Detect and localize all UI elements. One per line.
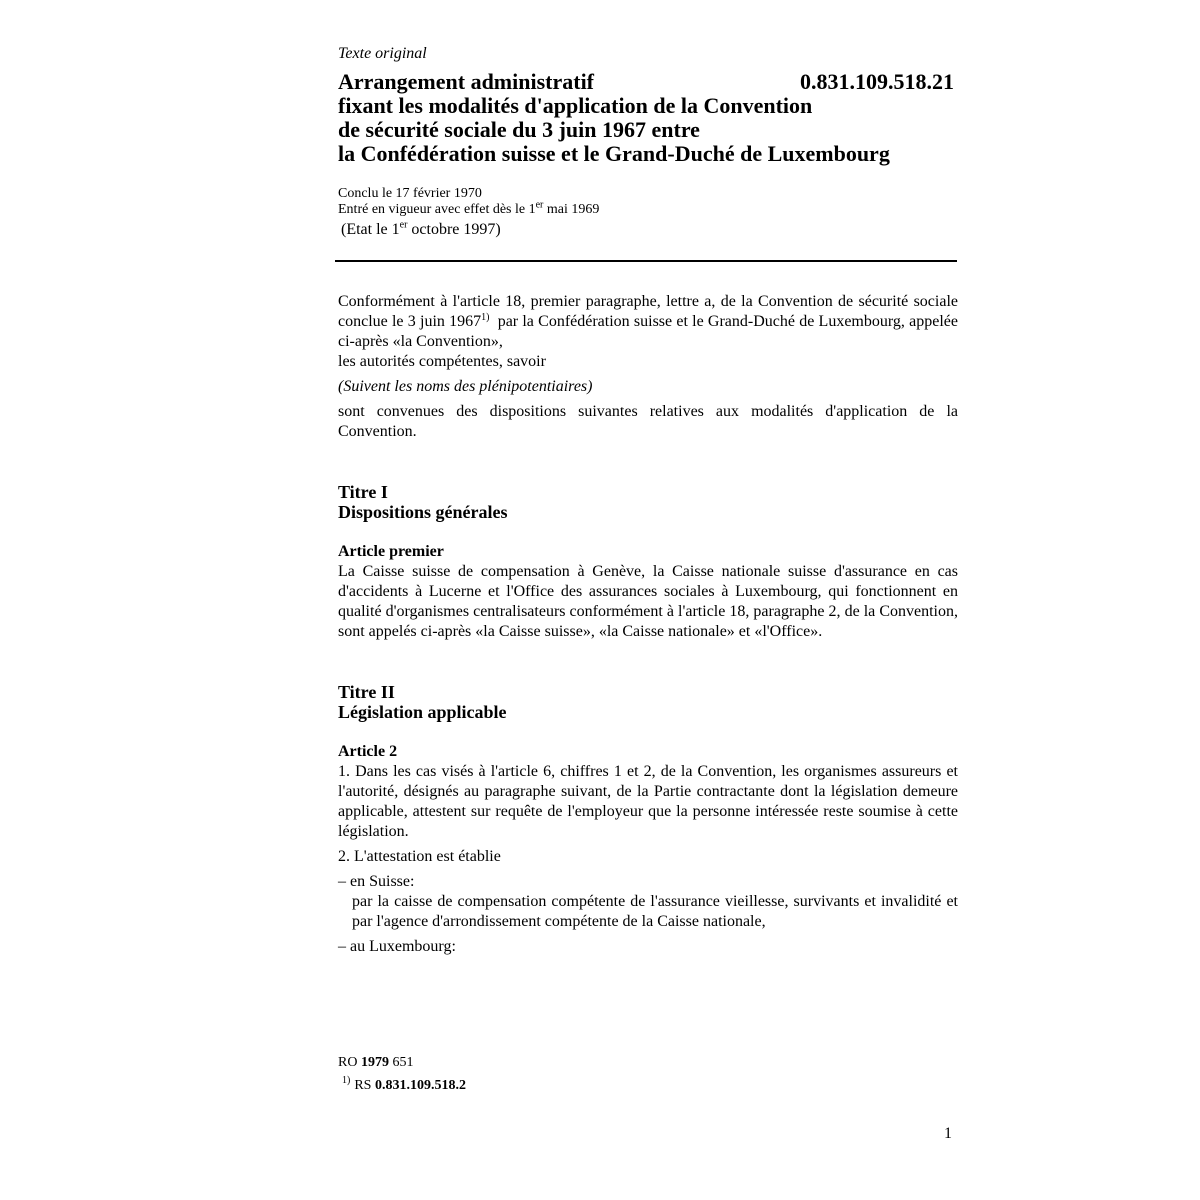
- concluded-date: Conclu le 17 février 1970: [338, 186, 482, 201]
- article-1-title: Article premier: [338, 543, 444, 560]
- footnote-ref[interactable]: 1): [481, 311, 490, 323]
- title-line: Arrangement administratif: [338, 69, 595, 94]
- title-line: de sécurité sociale du 3 juin 1967 entre: [338, 117, 700, 142]
- list-item: – au Luxembourg:: [338, 938, 456, 955]
- article-2-paragraph-2: 2. L'attestation est établie: [338, 848, 501, 865]
- preamble-authorities: les autorités compétentes, savoir: [338, 353, 546, 370]
- rs-number: 0.831.109.518.21: [800, 69, 954, 94]
- document-page: [338, 44, 958, 957]
- title-block: [338, 70, 958, 166]
- footnote: $^{1)}$ RS 0.831.109.518.2: [342, 1075, 466, 1093]
- preamble-paragraph: Conformément à l'article 18, premier paragraphe, lettre a, de la Convention de sécurité sociale conclue le 3 juin 1967$^{1)}$ par la Confédération suisse et le Grand-Duché de Luxembourg, appelée ci-après «la Convention»,: [338, 293, 959, 350]
- titre-2-heading: Titre II Législation applicable: [338, 682, 507, 722]
- page-number: 1: [944, 1125, 952, 1142]
- article-2-paragraph-1: 1. Dans les cas visés à l'article 6, chiffres 1 et 2, de la Convention, les organismes assureurs et l'autorité, désignés au paragraphe suivant, de la Partie contractante dont la législation demeure applicable, attestent sur requête de l'employeur que la personne intéressée reste soumise à cette législation.: [338, 763, 958, 840]
- article-2-title: Article 2: [338, 743, 398, 760]
- preamble-agreement: sont convenues des dispositions suivantes relatives aux modalités d'application de la Convention.: [338, 403, 958, 440]
- header-divider: [335, 260, 957, 262]
- titre-1-heading: Titre I Dispositions générales: [338, 482, 508, 522]
- status-date: (Etat le 1er octobre 1997): [341, 219, 501, 238]
- title-line: fixant les modalités d'application de la Convention: [338, 93, 813, 118]
- list-item: – en Suisse: par la caisse de compensation compétente de l'assurance vieillesse, survivants et invalidité et par l'agence d'arrondissement compétente de la Caisse nationale,: [338, 873, 958, 930]
- original-text-label: Texte original: [338, 45, 427, 62]
- article-1-text: La Caisse suisse de compensation à Genève, la Caisse nationale suisse d'assurance en cas d'accidents à Lucerne et l'Office des assurances sociales à Luxembourg, qui fonctionnent en qualité d'organismes centralisateurs conformément à l'article 18, paragraphe 2, de la Convention, sont appelés ci-après «la Caisse suisse», «la Caisse nationale» et «l'Office».: [338, 563, 958, 640]
- title-line: la Confédération suisse et le Grand-Duché de Luxembourg: [338, 141, 890, 166]
- in-force-date: Entré en vigueur avec effet dès le 1er mai 1969: [338, 199, 600, 217]
- footer: [338, 1054, 958, 1095]
- ro-reference: RO 1979 651: [338, 1055, 414, 1070]
- document-meta: [338, 186, 958, 218]
- preamble-plenipotentiaries: (Suivent les noms des plénipotentiaires): [338, 378, 593, 395]
